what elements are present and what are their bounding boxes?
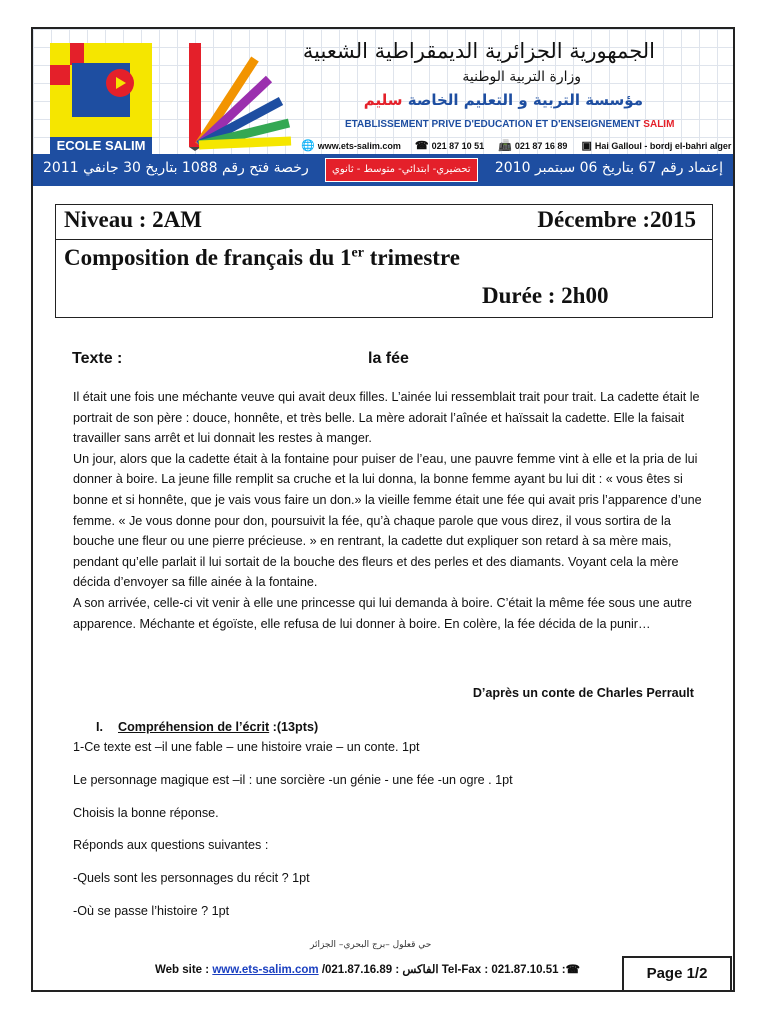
story-text (73, 387, 705, 634)
license-approval: إعتماد رقم 67 بتاريخ 06 سبتمبر 2010 (494, 160, 723, 176)
exam-duration: Durée : 2h00 (482, 283, 609, 308)
paragraph: Il était une fois une méchante veuve qui avait deux filles. L’ainée lui ressemblait trait pour trait. La cadette était le portrait de son père : douce, honnête, et très belle. La mère adorait l’aînée et haïssait la cadette. Elle la faisait travailler sans arrêt et lui donnait les restes à manger. (73, 390, 700, 446)
level: Niveau : 2AM (64, 207, 202, 232)
ministry-title: وزارة التربية الوطنية (462, 69, 581, 85)
question: Réponds aux questions suivantes : (73, 838, 269, 852)
phone-icon: ☎ (414, 140, 429, 152)
footer-address: حي قعلول –برج البحري– الجزائر (310, 940, 432, 950)
exam-title: Composition de français du 1er trimestre (64, 245, 460, 270)
address-contact: ▣ Hai Galloul - bordj el-bahri alger (581, 140, 732, 152)
building-icon: ▣ (581, 140, 592, 152)
exam-date: Décembre :2015 (537, 207, 696, 232)
question: 1-Ce texte est –il une fable – une histoire vraie – un conte. 1pt (73, 740, 420, 754)
website-contact: 🌐 www.ets-salim.com (301, 140, 401, 152)
phone-icon: ☎ (565, 964, 580, 976)
footer-contact: Web site : www.ets-salim.com /021.87.16.89 : الفاكس Tel-Fax : 021.87.10.51 :☎ (155, 964, 580, 976)
page-number: Page 1/2 (622, 956, 732, 992)
levels-badge: تحضيري- ابتدائي- متوسط - ثانوي (325, 158, 478, 182)
question: -Où se passe l’histoire ? 1pt (73, 904, 230, 918)
text-source: D’après un conte de Charles Perrault (472, 686, 694, 700)
text-label: Texte : (72, 350, 123, 367)
license-opening: رخصة فتح رقم 1088 بتاريخ 30 جانفي 2011 (43, 160, 309, 176)
paragraph: A son arrivée, celle-ci vit venir à elle une princesse qui lui demanda à boire. C’était la même fée sous une autre apparence. Méchante et égoïste, elle refusa de lui donner à boire. En colère, la fée décida de la punir… (73, 595, 692, 631)
question: Le personnage magique est –il : une sorcière -un génie - une fée -un ogre . 1pt (73, 773, 513, 787)
footer-website-link[interactable]: www.ets-salim.com (212, 964, 319, 976)
school-title-ar: مؤسسة التربية و التعليم الخاصة سليم (363, 91, 643, 109)
text-title: la fée (368, 350, 409, 367)
logo-text: ECOLE SALIM (50, 137, 152, 154)
school-title-fr: ETABLISSEMENT PRIVE D'EDUCATION ET D'ENSEIGNEMENT SALIM (345, 119, 675, 130)
paragraph: Un jour, alors que la cadette était à la fontaine pour puiser de l’eau, une pauvre femme vint à elle et la pria de lui donner à boire. La jeune fille remplit sa cruche et la lui donna, la bonne femme ayant bu lui dit : « vous êtes si bonne et si honnête, que je vais vous faire un don.» la vieille femme était une fée qui avait pris l’apparence d’une femme. « Je vous donne pour don, poursuivit la fée, qu’à chaque parole que vous direz, il vous sortira de la bouche une fleur ou une pierre précieuse. » en rentrant, la cadette dut expliquer son retard à sa mère mais, pendant qu’elle parlait il lui sortait de la bouche des fleurs et des perles et des diamants. Voyant cela la mère décida d’envoyer sa fille ainée à la fontaine. (73, 451, 702, 590)
republic-title: الجمهورية الجزائرية الديمقراطية الشعبية (302, 39, 655, 63)
pencils-illustration (185, 43, 295, 151)
phone-contact: ☎ 021 87 10 51 (414, 140, 485, 152)
letterhead (33, 29, 733, 154)
license-bar (33, 154, 733, 186)
globe-icon: 🌐 (301, 140, 315, 152)
question: -Quels sont les personnages du récit ? 1pt (73, 871, 310, 885)
question: Choisis la bonne réponse. (73, 806, 219, 820)
contact-line (301, 139, 731, 152)
fax-contact: 📠 021 87 16 89 (498, 140, 568, 152)
fax-icon: 📠 (498, 140, 512, 152)
section-heading: I. Compréhension de l’écrit :(13pts) (96, 720, 319, 734)
exam-title-box (55, 204, 713, 318)
school-logo (50, 43, 152, 137)
title-row (56, 205, 712, 240)
